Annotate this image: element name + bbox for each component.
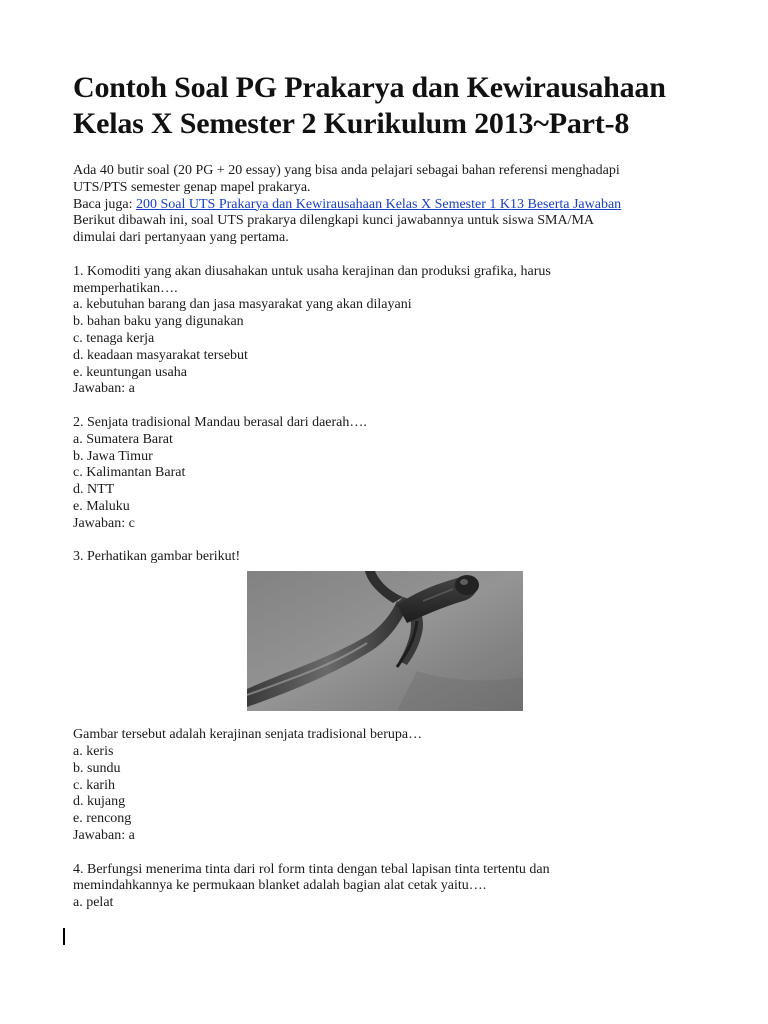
question-text: memperhatikan….	[73, 280, 178, 296]
article-body	[73, 163, 713, 912]
option-item: b. sundu	[73, 760, 121, 776]
title-line-1: Contoh Soal PG Prakarya dan Kewirausahaan	[73, 71, 666, 104]
title-line-2: Kelas X Semester 2 Kurikulum 2013~Part-8	[73, 107, 630, 140]
question-text: 1. Komoditi yang akan diusahakan untuk usaha kerajinan dan produksi grafika, harus	[73, 263, 551, 279]
option-item: e. rencong	[73, 811, 132, 827]
option-item: d. kujang	[73, 794, 126, 810]
description-line-1: Berikut dibawah ini, soal UTS prakarya dilengkapi kunci jawabannya untuk siswa SMA/MA	[73, 213, 595, 229]
option-item: e. Maluku	[73, 498, 130, 514]
question-3	[73, 549, 713, 844]
option-item: a. kebutuhan barang dan jasa masyarakat yang akan dilayani	[73, 297, 412, 313]
text-cursor	[63, 928, 65, 945]
option-item: c. Kalimantan Barat	[73, 465, 186, 481]
spacer	[73, 398, 713, 415]
option-item: a. pelat	[73, 895, 114, 911]
spacer	[73, 533, 713, 550]
spacer	[73, 247, 713, 264]
answer-line: Jawaban: a	[73, 827, 135, 843]
question-text: memindahkannya ke permukaan blanket adalah bagian alat cetak yaitu….	[73, 878, 487, 894]
option-item: d. keadaan masyarakat tersebut	[73, 347, 248, 363]
option-item: c. tenaga kerja	[73, 330, 155, 346]
baca-juga-link[interactable]: 200 Soal UTS Prakarya dan Kewirausahaan Kelas X Semester 1 K13 Beserta Jawaban	[135, 196, 622, 212]
option-item: e. keuntungan usaha	[73, 364, 187, 380]
description-line-2: dimulai dari pertanyaan yang pertama.	[73, 230, 289, 246]
spacer	[73, 845, 713, 862]
option-item: a. Sumatera Barat	[73, 431, 173, 447]
traditional-weapon-photo-icon	[247, 571, 523, 711]
answer-line: Jawaban: a	[73, 381, 135, 397]
option-item: a. keris	[73, 743, 114, 759]
baca-juga	[73, 197, 713, 214]
page-title	[73, 70, 713, 142]
intro-line-1: Ada 40 butir soal (20 PG + 20 essay) yang bisa anda pelajari sebagai bahan referensi menghadapi	[73, 163, 620, 178]
question-4	[73, 862, 713, 912]
option-item: b. Jawa Timur	[73, 448, 153, 464]
question-text: 2. Senjata tradisional Mandau berasal dari daerah….	[73, 414, 367, 430]
intro-line-2: UTS/PTS semester genap mapel prakarya.	[73, 179, 311, 195]
question-text: 4. Berfungsi menerima tinta dari rol form tinta dengan tebal lapisan tinta tertentu dan	[73, 861, 550, 877]
question-2	[73, 415, 713, 533]
answer-line: Jawaban: c	[73, 515, 135, 531]
option-item: b. bahan baku yang digunakan	[73, 314, 244, 330]
baca-juga-label: Baca juga:	[73, 196, 136, 212]
question-1	[73, 264, 713, 398]
question-text: Gambar tersebut adalah kerajinan senjata tradisional berupa…	[73, 727, 423, 743]
option-item: c. karih	[73, 777, 115, 793]
option-item: d. NTT	[73, 482, 115, 498]
document-page	[73, 70, 713, 912]
question-text: 3. Perhatikan gambar berikut!	[73, 549, 241, 565]
